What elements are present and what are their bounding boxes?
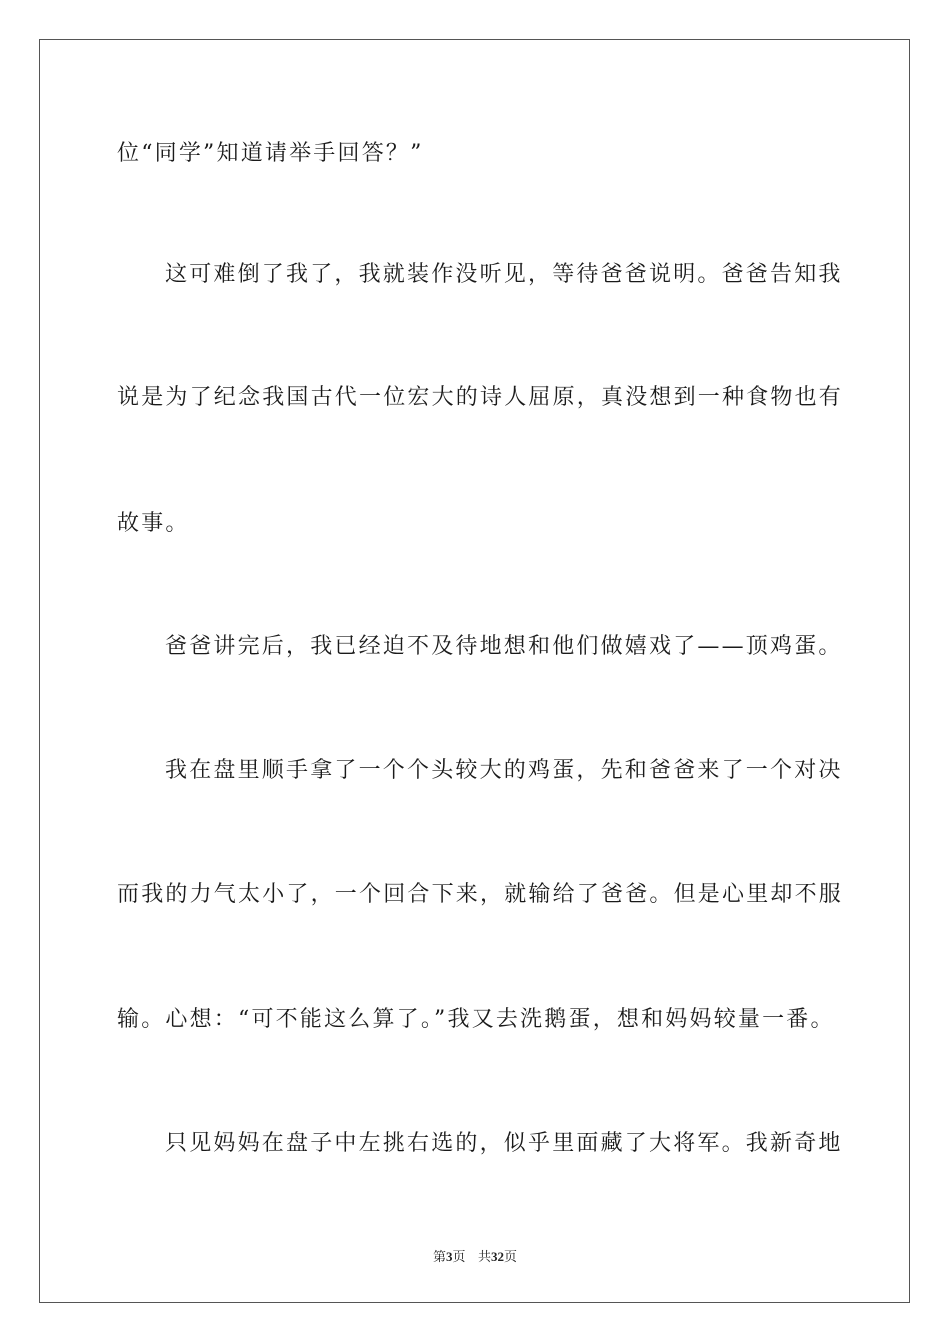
text-line: 故事。	[117, 511, 190, 536]
page-number: 3	[446, 1249, 453, 1264]
total-suffix: 页	[503, 1250, 517, 1265]
text-line: 爸爸讲完后，我已经迫不及待地想和他们做嬉戏了——顶鸡蛋。	[165, 634, 843, 659]
text-line: 输。心想：“可不能这么算了。”我又去洗鹅蛋，想和妈妈较量一番。	[117, 1007, 835, 1032]
page-border	[39, 39, 910, 1303]
text-line: 说是为了纪念我国古代一位宏大的诗人屈原，真没想到一种食物也有	[117, 385, 844, 410]
text-line: 只见妈妈在盘子中左挑右选的，似乎里面藏了大将军。我新奇地	[165, 1131, 843, 1156]
text-line: 位“同学”知道请举手回答？”	[117, 141, 424, 166]
text-line: 而我的力气太小了，一个回合下来，就输给了爸爸。但是心里却不服	[117, 882, 844, 907]
page-suffix: 页	[452, 1250, 466, 1265]
total-pages: 32	[490, 1249, 504, 1264]
text-line: 这可难倒了我了，我就装作没听见，等待爸爸说明。爸爸告知我	[165, 262, 843, 287]
page-footer	[0, 1249, 950, 1266]
total-prefix: 共	[477, 1250, 491, 1265]
text-line: 我在盘里顺手拿了一个个头较大的鸡蛋，先和爸爸来了一个对决	[165, 758, 843, 783]
page-prefix: 第	[433, 1250, 447, 1265]
